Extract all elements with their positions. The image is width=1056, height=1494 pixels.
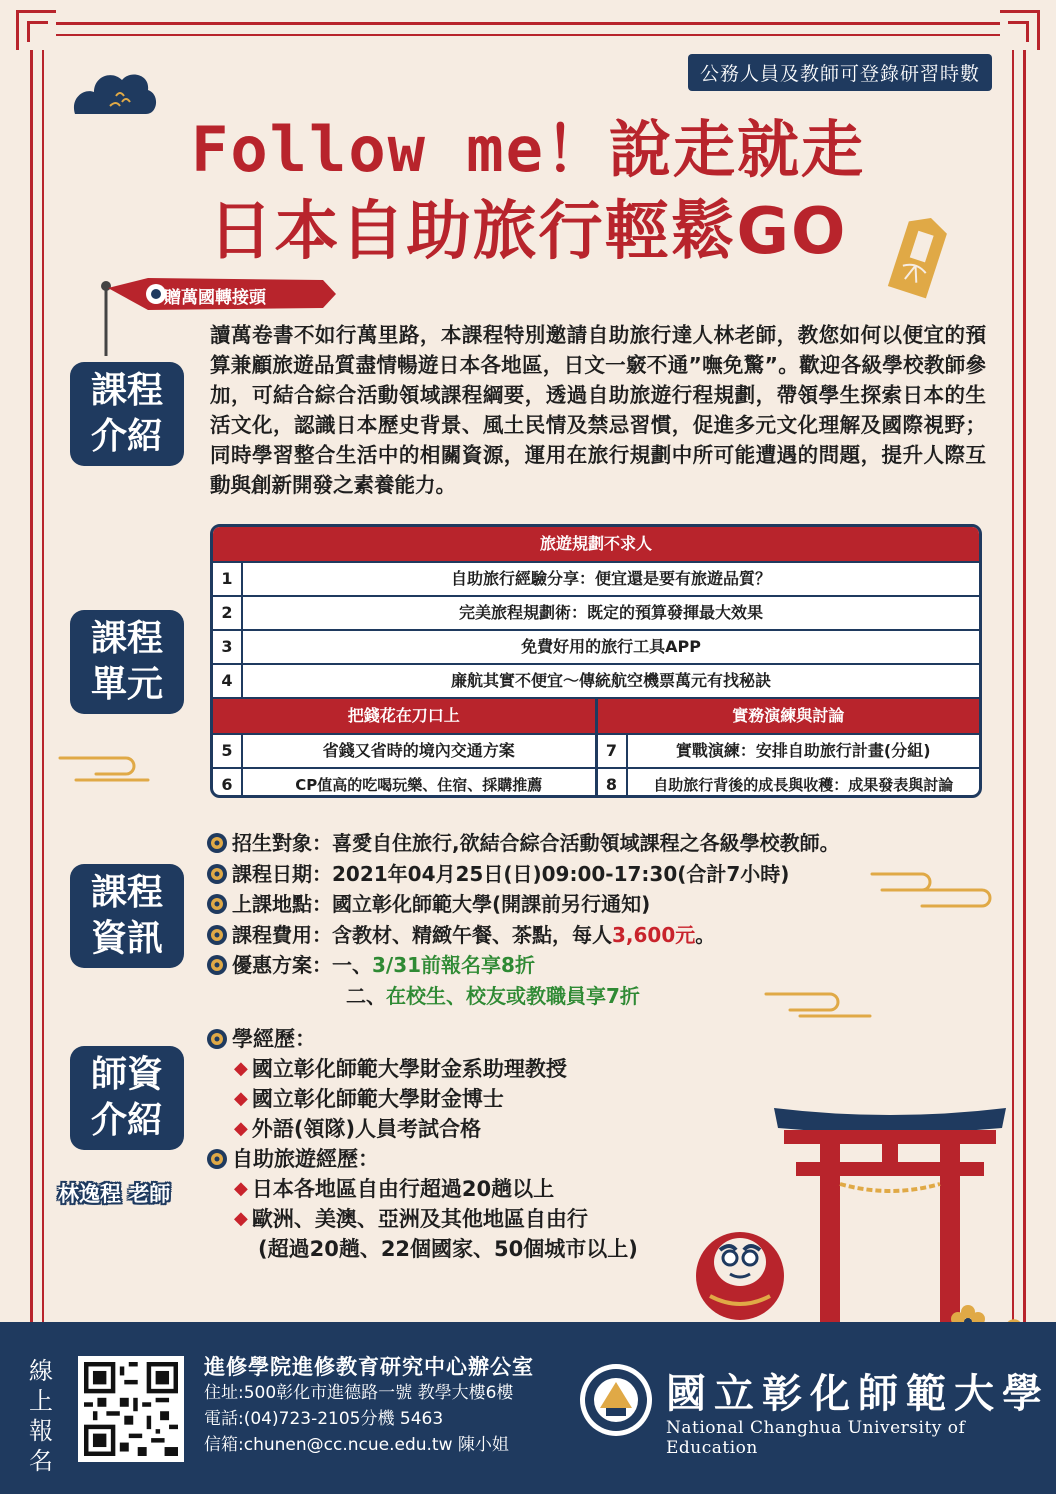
table-row: [213, 561, 979, 595]
flower-icon: [206, 924, 228, 946]
page-title-line2: 日本自助旅行輕鬆GO: [208, 195, 848, 269]
section-label-info-text: 課程資訊: [90, 872, 163, 959]
list-item: [206, 1114, 638, 1144]
section-label-info: [70, 864, 184, 968]
section-label-teacher: [70, 1046, 184, 1150]
section-label-intro-text: 課程介紹: [90, 370, 163, 457]
corner-ornament-right: [1000, 10, 1040, 50]
unit-group-3: [595, 699, 980, 798]
unit-group-2: [213, 699, 595, 798]
table-row: [213, 733, 595, 767]
unit-number: 4: [213, 665, 243, 697]
unit-number: 3: [213, 631, 243, 663]
info-location: 上課地點：國立彰化師範大學(開課前另行通知): [232, 892, 651, 916]
teacher-name: 林逸程 老師: [58, 1182, 171, 1206]
list-item: [206, 1054, 638, 1084]
unit-text: 自助旅行背後的成長與收穫：成果發表與討論: [653, 776, 954, 794]
office-contact: [204, 1354, 534, 1458]
registration-qr-code[interactable]: [78, 1356, 184, 1462]
unit-text: 自助旅行經驗分享：便宜還是要有旅遊品質？: [450, 569, 771, 588]
table-row: [598, 767, 980, 798]
list-item: [206, 1204, 638, 1234]
gift-label: 贈萬國轉接頭: [164, 288, 266, 308]
list-item: [206, 828, 840, 859]
unit-text: 實戰演練：安排自助旅行計畫(分組): [675, 741, 931, 760]
university-name-zh: 國立彰化師範大學: [666, 1370, 1050, 1417]
office-phone: 電話:(04)723-2105分機 5463: [204, 1409, 444, 1429]
table-row: [213, 767, 595, 798]
diamond-icon: ◆: [234, 1118, 248, 1139]
info-date: 課程日期：2021年04月25日(日)09:00-17:30(合計7小時): [232, 861, 790, 886]
flower-icon: [206, 832, 228, 854]
flower-icon: [206, 1028, 228, 1050]
list-item: [206, 859, 840, 890]
list-item: [206, 950, 840, 981]
info-target: 招生對象：喜愛自住旅行,欲結合綜合活動領域課程之各級學校教師。: [232, 831, 840, 855]
unit-number: 6: [213, 769, 243, 798]
table-row: [213, 595, 979, 629]
unit-text: CP值高的吃喝玩樂、住宿、採購推薦: [295, 776, 543, 794]
table-row: [213, 629, 979, 663]
flower-icon: [206, 893, 228, 915]
info-fee-suffix: 。: [695, 922, 716, 947]
qr-code-icon: [84, 1362, 178, 1456]
badge-study-hours: 公務人員及教師可登錄研習時數: [688, 54, 992, 91]
unit-text: 廉航其實不便宜～傳統航空機票萬元有找秘訣: [450, 671, 771, 690]
section-label-units-text: 課程單元: [90, 618, 163, 705]
unit-text: 完美旅程規劃術：既定的預算發揮最大效果: [458, 603, 763, 622]
info-discount-1: [372, 950, 535, 981]
unit-number: 2: [213, 597, 243, 629]
teacher-travel-item: 日本各地區自由行超過20趟以上: [251, 1177, 555, 1201]
list-item: [206, 1024, 638, 1054]
list-item: [206, 1234, 638, 1264]
section-label-intro: [70, 362, 184, 466]
info-discount-2: 在校生、校友或教職員享7折: [386, 983, 640, 1008]
diamond-icon: ◆: [234, 1088, 248, 1109]
unit-number: 8: [598, 769, 628, 798]
course-units-table: [210, 524, 982, 798]
info-fee-amount: 3,600元: [612, 922, 696, 947]
office-address: 住址:500彰化市進德路一號 教學大樓6樓: [204, 1383, 514, 1403]
flower-icon: [206, 954, 228, 976]
list-item: [206, 981, 840, 1012]
section-label-units: [70, 610, 184, 714]
diamond-icon: ◆: [234, 1058, 248, 1079]
page-title-line1: Follow me！說走就走: [191, 113, 865, 186]
intro-paragraph: 讀萬卷書不如行萬里路，本課程特別邀請自助旅行達人林老師，教您如何以便宜的預算兼顧旅遊品質盡情暢遊日本各地區，日文一竅不通”嘸免驚”。歡迎各級學校教師參加，可結合綜合活動領域課程綱要，透過自助旅遊行程規劃，帶領學生探索日本的生活文化，認識日本歷史背景、風土民情及禁忌習慣，促進多元文化理解及國際視野；同時學習整合生活中的相關資源，運用在旅行規劃中所可能遭遇的問題，提升人際互動與創新開發之素養能力。: [210, 323, 986, 497]
footer: [0, 1322, 1056, 1494]
diamond-icon: ◆: [234, 1208, 248, 1229]
info-discount2-prefix: 二、: [346, 983, 386, 1008]
flower-icon: [206, 863, 228, 885]
course-info-list: [206, 828, 840, 1011]
university-name-en: National Changhua University of Education: [666, 1418, 966, 1458]
unit-number: 7: [598, 735, 628, 767]
info-fee-prefix: 課程費用：含教材、精緻午餐、茶點，每人: [232, 922, 612, 947]
unit-number: 1: [213, 563, 243, 595]
teacher-edu-item: 國立彰化師範大學財金博士: [251, 1087, 504, 1111]
cloud-icon: [862, 866, 1002, 912]
info-discount-1-text: 3/31前報名享8折: [372, 953, 535, 977]
teacher-edu-item: 外語(領隊)人員考試合格: [251, 1117, 482, 1141]
teacher-travel-heading: 自助旅遊經歷：: [232, 1147, 379, 1171]
corner-ornament-left: [16, 10, 56, 50]
teacher-travel-note: (超過20趟、22個國家、50個城市以上): [258, 1237, 638, 1261]
unit-text: 免費好用的旅行工具APP: [521, 637, 701, 656]
list-item: [206, 1144, 638, 1174]
info-discount-prefix: 優惠方案：一、: [232, 953, 372, 977]
teacher-edu-item: 國立彰化師範大學財金系助理教授: [251, 1057, 567, 1081]
office-name: 進修學院進修教育研究中心辦公室: [204, 1355, 534, 1379]
list-item: [206, 889, 840, 920]
torii-gate-icon: [770, 1100, 1010, 1322]
online-register-label: 線上報名: [29, 1357, 53, 1475]
list-item: [206, 1174, 638, 1204]
teacher-travel-item: 歐洲、美澳、亞洲及其他地區自由行: [251, 1207, 588, 1231]
teacher-edu-heading: 學經歷：: [232, 1027, 316, 1051]
omamori-charm-icon: [880, 212, 956, 304]
cloud-icon: [56, 750, 156, 784]
unit-group-title: 旅遊規劃不求人: [213, 527, 979, 561]
table-row: [213, 663, 979, 697]
unit-group-title: 把錢花在刀口上: [213, 699, 595, 733]
flower-icon: [206, 1148, 228, 1170]
university-logo-icon: [578, 1362, 654, 1438]
office-email[interactable]: 信箱:chunen@cc.ncue.edu.tw 陳小姐: [204, 1435, 509, 1455]
unit-group-title: 實務演練與討論: [598, 699, 980, 733]
unit-number: 5: [213, 735, 243, 767]
table-row: [598, 733, 980, 767]
daruma-doll-icon: [690, 1222, 790, 1322]
unit-text: 省錢又省時的境內交通方案: [322, 741, 515, 760]
section-label-teacher-text: 師資介紹: [90, 1054, 163, 1141]
list-item: [206, 920, 840, 951]
unit-split-groups: [213, 697, 979, 798]
list-item: [206, 1084, 638, 1114]
teacher-info-list: [206, 1024, 638, 1264]
diamond-icon: ◆: [234, 1178, 248, 1199]
